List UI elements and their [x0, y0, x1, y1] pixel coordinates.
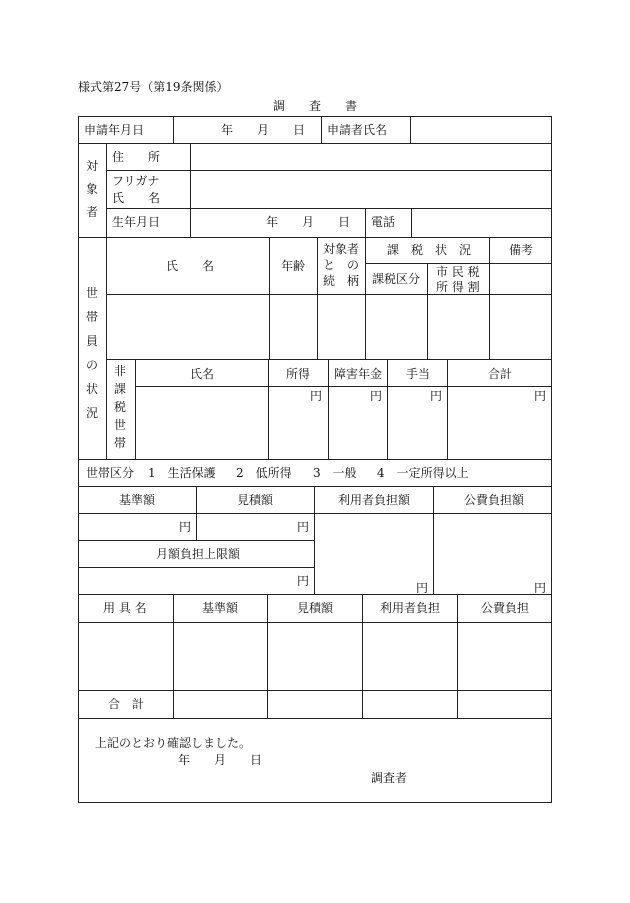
- tax-class-header: 課税区分: [372, 272, 421, 286]
- nontax-name-header: 氏名: [190, 367, 215, 381]
- subject-label: [84, 155, 100, 224]
- relation-header-1: 対象者: [323, 242, 360, 256]
- household-class-option-3: 3 一般: [313, 466, 357, 480]
- nontax-total-header: 合計: [488, 367, 513, 381]
- applicant-date-ymd: 年 月 日: [221, 123, 306, 137]
- nontax-allowance-header: 手当: [406, 367, 431, 381]
- yen-unit: 円: [297, 574, 310, 588]
- equipment-user-burden-header: 利用者負担: [380, 601, 441, 615]
- household-class-option-4: 4 一定所得以上: [377, 466, 469, 480]
- yen-unit: 円: [534, 581, 547, 595]
- yen-unit: 円: [370, 389, 383, 403]
- relation-header-2: と の: [323, 258, 360, 272]
- tax-status-header: 課 税 状 況: [387, 243, 472, 257]
- household-class-label: 世帯区分: [86, 466, 135, 480]
- yen-unit: 円: [297, 520, 310, 534]
- age-header: 年齢: [281, 259, 306, 273]
- city-tax-header-1: 市 民 税: [436, 265, 480, 279]
- applicant-name-label: 申請者氏名: [327, 123, 388, 137]
- equipment-public-burden-header: 公費負担: [481, 601, 530, 615]
- estimate-amount-header: 見積額: [237, 493, 274, 507]
- birth-date-label: 生年月日: [112, 215, 161, 229]
- address-label: 住 所: [112, 150, 161, 164]
- public-burden-amount-header: 公費負担額: [464, 493, 525, 507]
- city-tax-header-2: 所 得 割: [436, 280, 480, 294]
- document-title: 調 査 書: [273, 99, 358, 113]
- name-label: 氏 名: [112, 191, 161, 205]
- yen-unit: 円: [179, 520, 192, 534]
- standard-amount-header: 基準額: [119, 493, 156, 507]
- remarks-header: 備考: [509, 243, 534, 257]
- total-label: 合 計: [108, 697, 145, 711]
- confirmation-date: 年 月 日: [178, 753, 263, 767]
- household-class-option-1: 1 生活保護: [148, 466, 216, 480]
- equipment-standard-header: 基準額: [202, 601, 239, 615]
- yen-unit: 円: [430, 389, 443, 403]
- household-class-option-2: 2 低所得: [236, 466, 292, 480]
- yen-unit: 円: [534, 389, 547, 403]
- yen-unit: 円: [416, 581, 429, 595]
- confirmation-statement: 上記のとおり確認しました。: [95, 736, 252, 750]
- user-burden-amount-header: 利用者負担額: [338, 493, 411, 507]
- household-label-text: 世帯員の状況: [86, 286, 99, 420]
- yen-unit: 円: [310, 389, 323, 403]
- applicant-date-label: 申請年月日: [84, 123, 145, 137]
- relation-header-3: 続 柄: [323, 274, 360, 288]
- monthly-cap-label: 月額負担上限額: [156, 547, 241, 561]
- nontax-household-label: [112, 362, 128, 455]
- phone-label: 電話: [371, 215, 396, 229]
- equipment-estimate-header: 見積額: [297, 601, 334, 615]
- nontax-income-header: 所得: [286, 367, 311, 381]
- household-label: [84, 281, 100, 425]
- investigator-label: 調査者: [371, 771, 408, 785]
- subject-label-text: 対象者: [86, 159, 99, 219]
- equipment-name-header: 用 具 名: [103, 601, 147, 615]
- household-name-header: 氏 名: [166, 259, 215, 273]
- furigana-label: フリガナ: [112, 174, 160, 188]
- form-number: 様式第27号（第19条関係）: [78, 80, 229, 94]
- nontax-pension-header: 障害年金: [334, 367, 383, 381]
- birth-date-ymd: 年 月 日: [266, 215, 351, 229]
- nontax-household-label-text: 非課税世帯: [114, 364, 127, 450]
